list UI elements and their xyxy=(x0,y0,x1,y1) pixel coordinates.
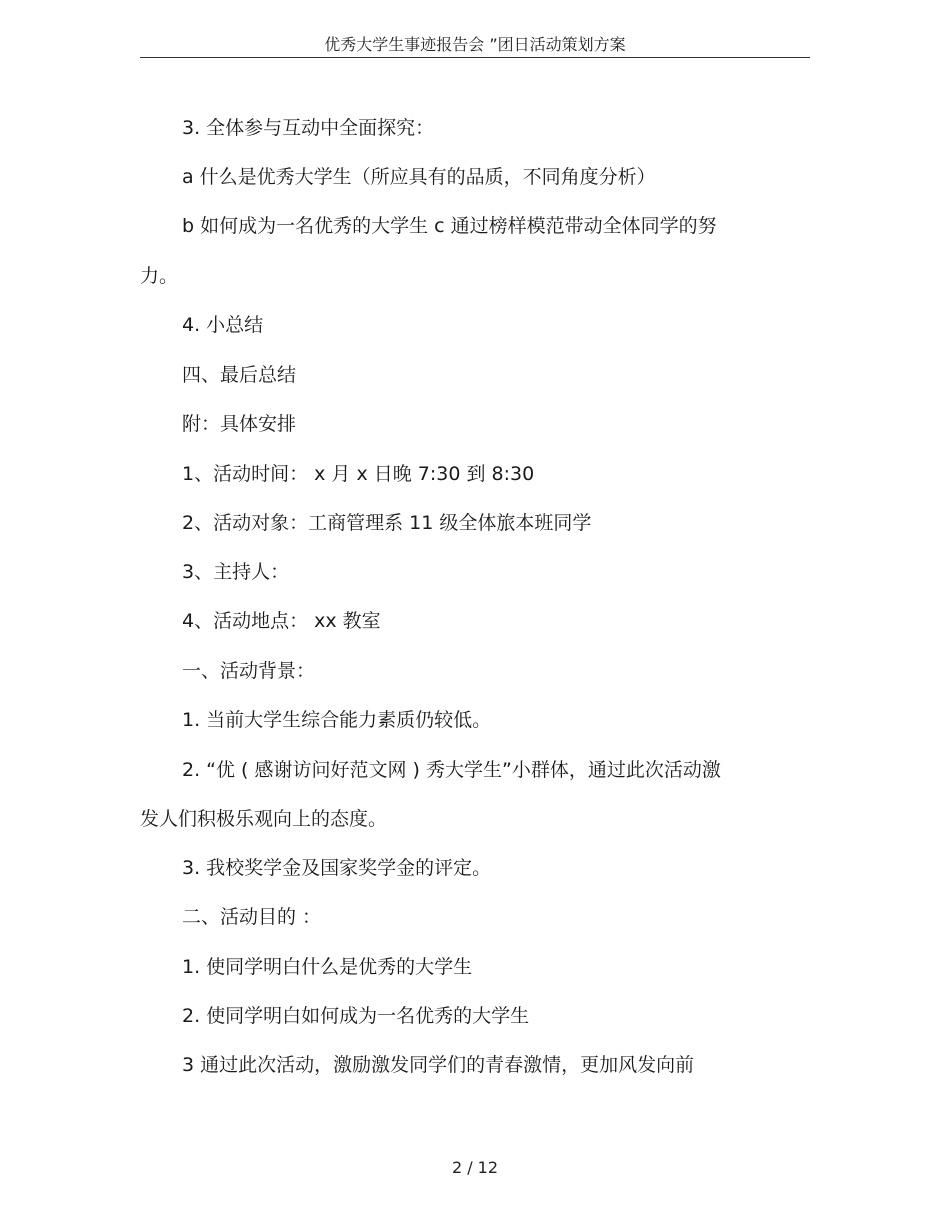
paragraph-line: 力。 xyxy=(140,265,179,287)
paragraph-line: 2. 使同学明白如何成为一名优秀的大学生 xyxy=(182,1005,530,1027)
section-heading: 一、活动背景： xyxy=(182,660,316,682)
header-divider xyxy=(140,57,810,58)
page-number: 2 / 12 xyxy=(451,1158,499,1177)
paragraph-line: 4. 小总结 xyxy=(182,314,264,336)
paragraph-line: a 什么是优秀大学生（所应具有的品质，不同角度分析） xyxy=(182,166,656,188)
paragraph-line: 1. 当前大学生综合能力素质仍较低。 xyxy=(182,709,492,731)
paragraph-line: 3、主持人： xyxy=(182,561,290,583)
document-header-title: 优秀大学生事迹报告会 ”团日活动策划方案 xyxy=(324,35,626,54)
section-heading: 二、活动目的 ： xyxy=(182,906,322,928)
paragraph-line: 2. “优 ( 感谢访问好范文网 ) 秀大学生”小群体，通过此次活动激 xyxy=(182,759,721,781)
paragraph-line: 2、活动对象：工商管理系 11 级全体旅本班同学 xyxy=(182,512,592,534)
paragraph-line: 发人们积极乐观向上的态度。 xyxy=(140,808,388,830)
paragraph-line: 3. 我校奖学金及国家奖学金的评定。 xyxy=(182,857,492,879)
paragraph-line: 4、活动地点： xx 教室 xyxy=(182,610,381,632)
paragraph-line: 1、活动时间： x 月 x 日晚 7:30 到 8:30 xyxy=(182,463,535,485)
paragraph-line: b 如何成为一名优秀的大学生 c 通过榜样模范带动全体同学的努 xyxy=(182,215,717,237)
section-heading: 四、最后总结 xyxy=(182,364,297,386)
paragraph-line: 3 通过此次活动，激励激发同学们的青春激情，更加风发向前 xyxy=(182,1054,695,1076)
section-heading: 附：具体安排 xyxy=(182,413,297,435)
paragraph-line: 3. 全体参与互动中全面探究： xyxy=(182,117,435,139)
paragraph-line: 1. 使同学明白什么是优秀的大学生 xyxy=(182,956,473,978)
